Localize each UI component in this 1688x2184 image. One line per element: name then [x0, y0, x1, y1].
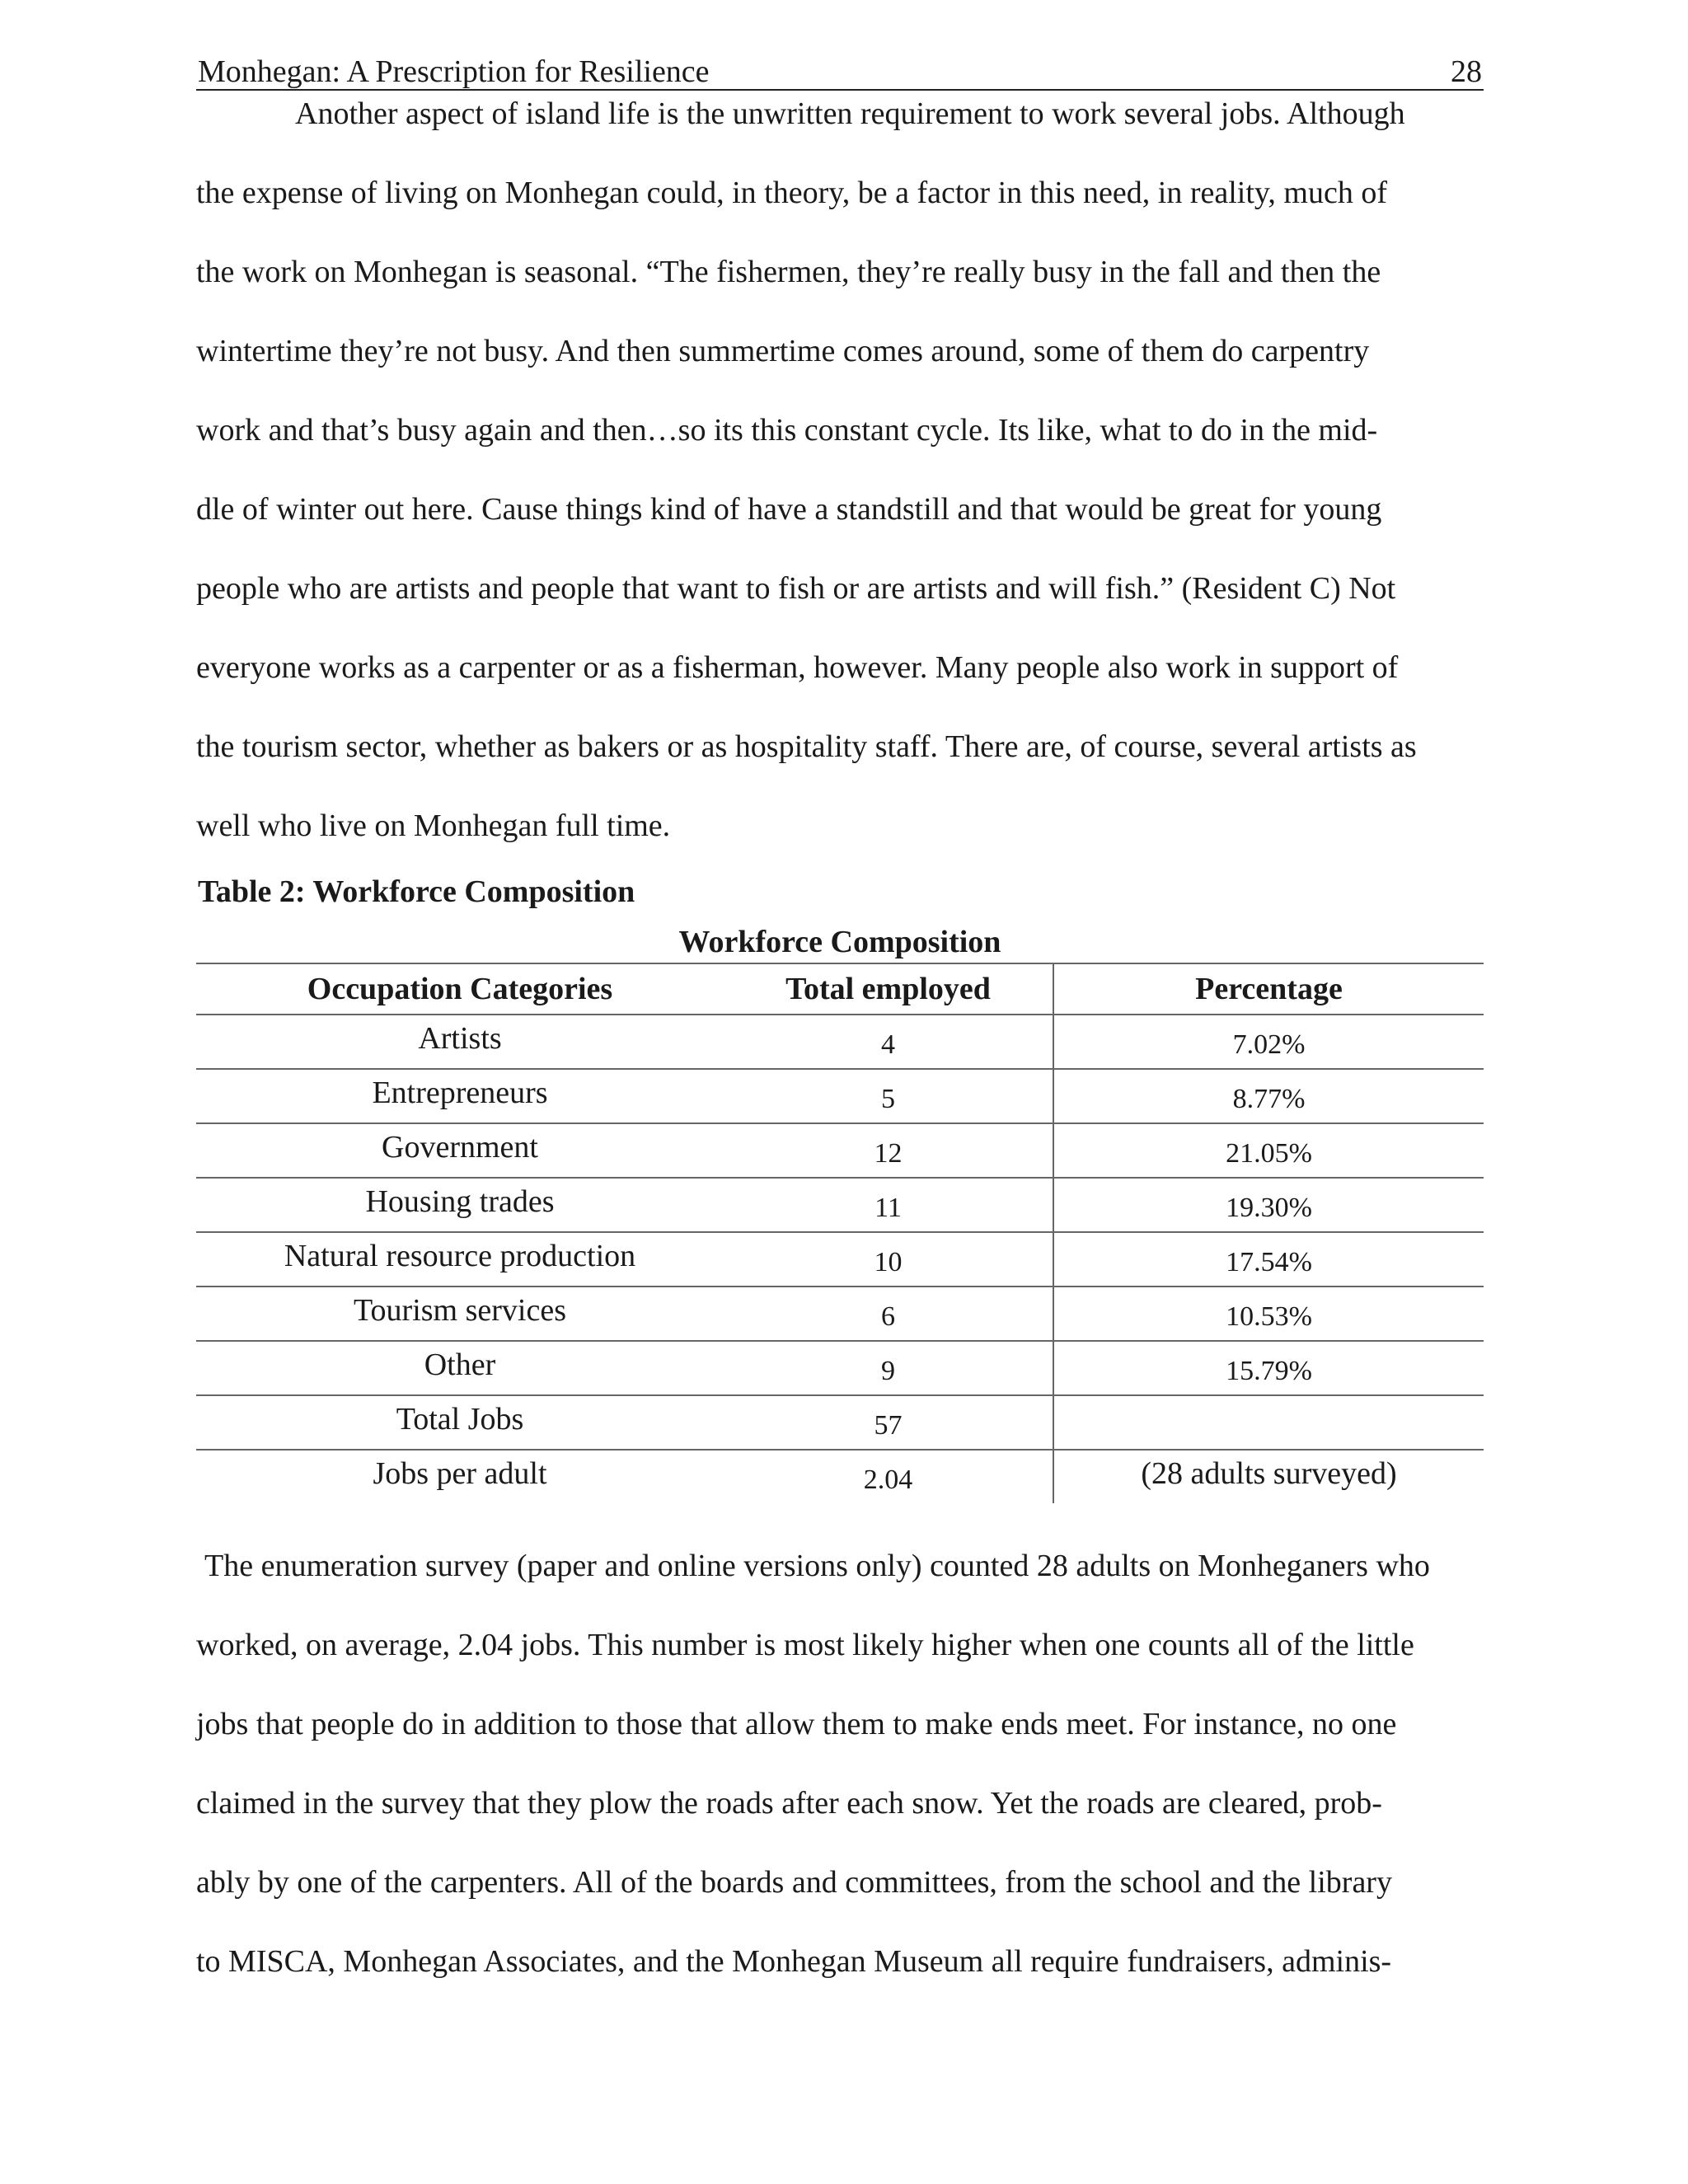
paragraph-jobs-intro [196, 74, 1484, 865]
table-row [196, 1341, 1484, 1395]
table-row [196, 1286, 1484, 1341]
table-cell-count: 4 [724, 1015, 1053, 1069]
table-cell-percentage: 15.79% [1053, 1341, 1484, 1395]
paragraph-survey-results [196, 1526, 1484, 2001]
table-caption: Table 2: Workforce Composition [198, 874, 635, 909]
text-line: Another aspect of island life is the unwritten requirement to work several jobs. Although [295, 96, 1405, 131]
table-cell-category: Entrepreneurs [196, 1069, 724, 1123]
table-cell-category: Tourism services [196, 1286, 724, 1341]
table-cell-count: 57 [724, 1395, 1053, 1450]
text-line: the expense of living on Monhegan could, in theory, be a factor in this need, in reality, much of [196, 176, 1388, 210]
table-row [196, 1178, 1484, 1232]
text-line: well who live on Monhegan full time. [196, 808, 671, 843]
table-cell-count: 6 [724, 1286, 1053, 1341]
text-line: claimed in the survey that they plow the roads after each snow. Yet the roads are cleared, prob- [196, 1786, 1382, 1821]
table-cell-count: 5 [724, 1069, 1053, 1123]
table-row-jobs-per-adult [196, 1450, 1484, 1503]
text-line: dle of winter out here. Cause things kind of have a standstill and that would be great for young [196, 492, 1382, 527]
table-cell-category: Jobs per adult [373, 1456, 547, 1491]
table-cell-category: Other [196, 1341, 724, 1395]
page-number: 28 [1451, 54, 1482, 89]
table-cell-percentage: 19.30% [1053, 1178, 1484, 1232]
table-row-total-jobs [196, 1395, 1484, 1450]
column-header-percentage: Percentage [1053, 963, 1484, 1015]
table-cell-percentage: 17.54% [1053, 1232, 1484, 1286]
table-cell-count: 11 [724, 1178, 1053, 1232]
table-cell-count: 2.04 [863, 1465, 913, 1495]
text-line: everyone works as a carpenter or as a fisherman, however. Many people also work in support of [196, 650, 1399, 685]
table-row [196, 1069, 1484, 1123]
table-cell-note: (28 adults surveyed) [1053, 1450, 1484, 1503]
table-cell-percentage: 10.53% [1053, 1286, 1484, 1341]
text-line: work and that’s busy again and then…so its this constant cycle. Its like, what to do in the mid- [196, 413, 1378, 448]
table-title: Workforce Composition [678, 925, 1001, 959]
table-row [196, 1123, 1484, 1178]
column-header-total-employed: Total employed [724, 963, 1053, 1015]
table-cell-percentage [1053, 1395, 1484, 1450]
text-line: people who are artists and people that want to fish or are artists and will fish.” (Resident C) Not [196, 571, 1396, 606]
table-cell-category: Artists [196, 1015, 724, 1069]
workforce-table-container [196, 921, 1484, 1503]
table-cell-category: Government [196, 1123, 724, 1178]
table-row [196, 1015, 1484, 1069]
text-line: The enumeration survey (paper and online versions only) counted 28 adults on Monheganers who [204, 1549, 1430, 1583]
table-header-row [196, 963, 1484, 1015]
text-line: the work on Monhegan is seasonal. “The fishermen, they’re really busy in the fall and then the [196, 255, 1381, 289]
table-cell-percentage: 21.05% [1053, 1123, 1484, 1178]
text-line: the tourism sector, whether as bakers or as hospitality staff. There are, of course, several artists as [196, 729, 1417, 764]
table-cell-category: Housing trades [196, 1178, 724, 1232]
table-cell-percentage: 7.02% [1053, 1015, 1484, 1069]
table-row [196, 1232, 1484, 1286]
text-line: to MISCA, Monhegan Associates, and the Monhegan Museum all require fundraisers, adminis- [196, 1944, 1392, 1979]
table-cell-count: 10 [724, 1232, 1053, 1286]
table-cell-percentage: 8.77% [1053, 1069, 1484, 1123]
text-line: ably by one of the carpenters. All of the boards and committees, from the school and the library [196, 1865, 1392, 1900]
workforce-table [196, 963, 1484, 1503]
text-line: worked, on average, 2.04 jobs. This number is most likely higher when one counts all of the little [196, 1628, 1414, 1662]
table-cell-count: 9 [724, 1341, 1053, 1395]
table-cell-category: Natural resource production [196, 1232, 724, 1286]
column-header-occupation: Occupation Categories [196, 963, 724, 1015]
running-title: Monhegan: A Prescription for Resilience [198, 54, 710, 89]
table-cell-category: Total Jobs [196, 1395, 724, 1450]
text-line: jobs that people do in addition to those that allow them to make ends meet. For instance, no one [196, 1707, 1397, 1741]
text-line: wintertime they’re not busy. And then summertime comes around, some of them do carpentry [196, 334, 1370, 368]
table-cell-count: 12 [724, 1123, 1053, 1178]
